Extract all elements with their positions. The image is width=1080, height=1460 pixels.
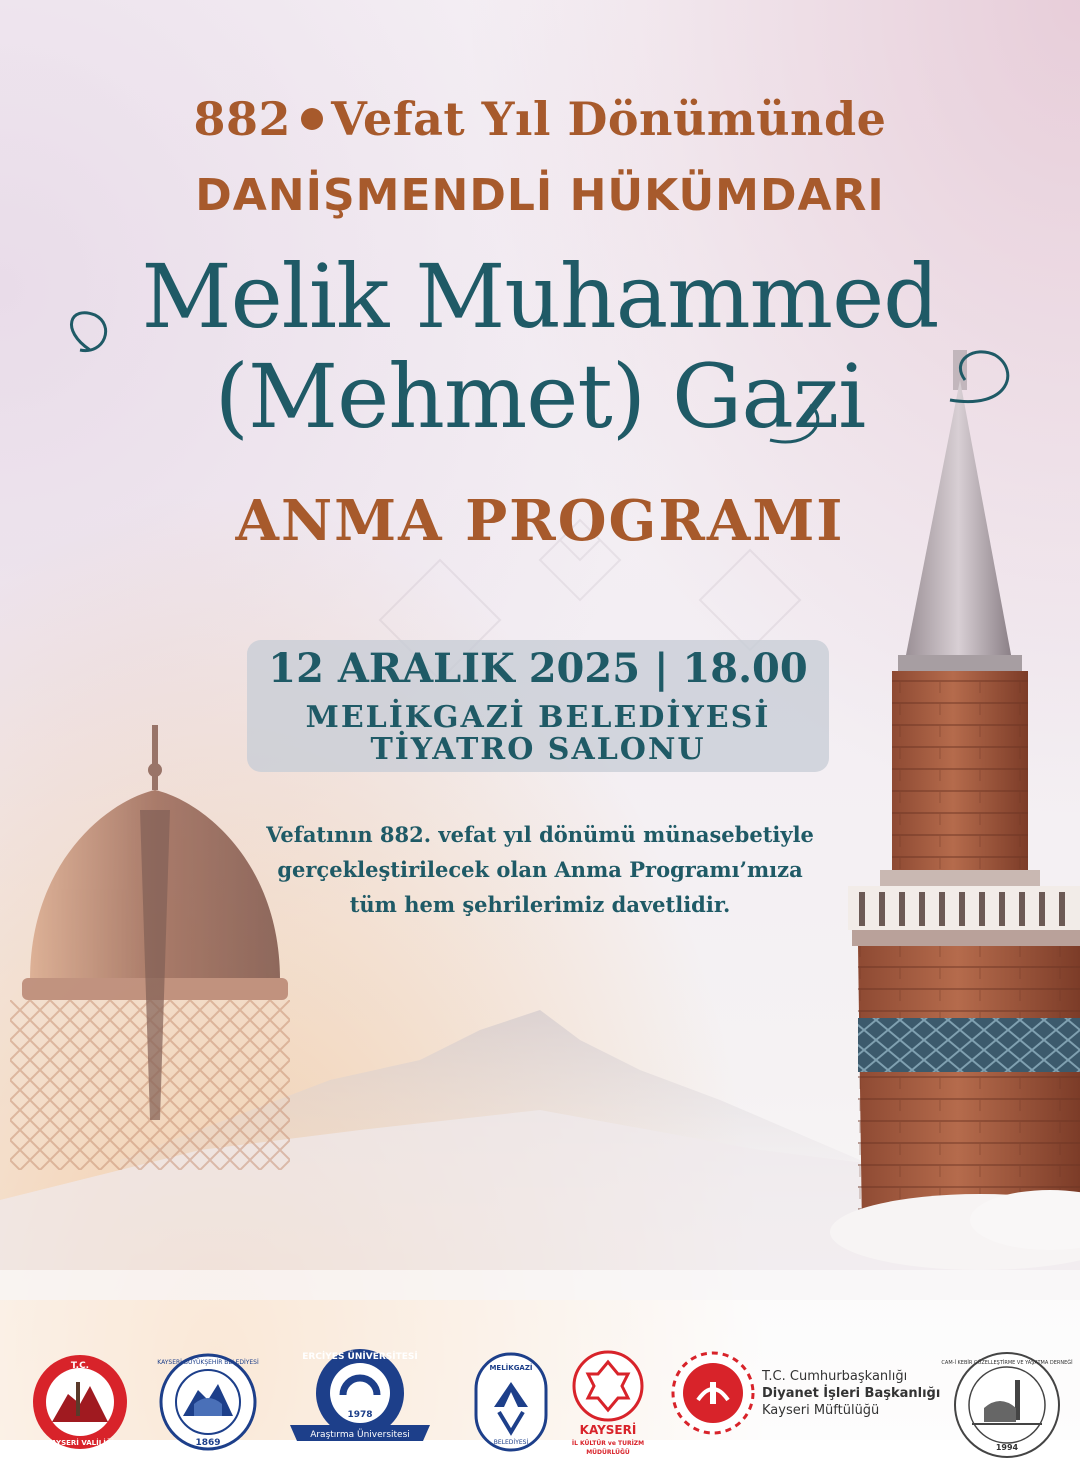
- cami-kebir-year: 1994: [995, 1443, 1019, 1452]
- kayseri-valiligi-logo: [30, 1352, 130, 1452]
- erciyes-year: 1978: [347, 1410, 373, 1420]
- title-line-2: (Mehmet) Gazi: [214, 345, 866, 448]
- invitation-line-1: Vefatının 882. vefat yıl dönümü münasebetiyle: [266, 822, 814, 847]
- buyuksehir-ring-text: KAYSERİ BÜYÜKŞEHİR BELEDİYESİ: [157, 1359, 259, 1366]
- kultur-line-3: MÜDÜRLÜĞÜ: [586, 1449, 630, 1456]
- valilik-top-text: T.C.: [70, 1361, 90, 1371]
- subtitle: DANİŞMENDLİ HÜKÜMDARI: [195, 170, 885, 221]
- cami-kebir-ring-text: CAM-İ KEBİR GÜZELLEŞTİRME VE YAŞATMA DERNEĞİ: [941, 1360, 1073, 1366]
- title-line-1: Melik Muhammed: [141, 245, 939, 348]
- kultur-city: KAYSERİ: [579, 1423, 637, 1437]
- anniversary-number: 882: [193, 92, 292, 146]
- program-title: ANMA PROGRAMI: [235, 488, 845, 554]
- kultur-turizm-logo: [566, 1348, 650, 1460]
- invitation-line-2: gerçekleştirilecek olan Anma Programı’mıza: [277, 857, 803, 882]
- anniversary-text: Vefat Yıl Dönümünde: [331, 92, 887, 146]
- erciyes-ribbon-text: Araştırma Üniversitesi: [310, 1430, 410, 1440]
- buyuksehir-year: 1869: [195, 1438, 221, 1448]
- event-venue-line-1: MELİKGAZİ BELEDİYESİ: [305, 700, 771, 735]
- kultur-line-2: İL KÜLTÜR ve TURİZM: [571, 1440, 645, 1447]
- melikgazi-top-text: MELİKGAZİ: [489, 1364, 533, 1372]
- anniversary-line: [0, 92, 1080, 154]
- erciyes-ring-text: ERCİYES ÜNİVERSİTESİ: [302, 1352, 418, 1362]
- title-swirl-ornament: [50, 300, 1030, 460]
- melikgazi-bottom-text: BELEDİYESİ: [493, 1439, 529, 1446]
- diyanet-logo: [670, 1350, 756, 1436]
- diyanet-text: [762, 1368, 942, 1419]
- melikgazi-belediyesi-logo: [474, 1352, 548, 1452]
- bullet-dot-icon: [301, 108, 323, 130]
- valilik-bottom-text: KAYSERİ VALİLİĞİ: [45, 1439, 115, 1447]
- cami-kebir-dernegi-logo: [941, 1350, 1073, 1460]
- kayseri-buyuksehir-logo: [158, 1352, 258, 1452]
- diyanet-line-2: Diyanet İşleri Başkanlığı: [762, 1386, 941, 1401]
- diyanet-line-1: T.C. Cumhurbaşkanlığı: [762, 1369, 908, 1384]
- event-date-time: 12 ARALIK 2025 | 18.00: [268, 645, 808, 692]
- erciyes-universitesi-logo: [285, 1345, 435, 1455]
- invitation-line-3: tüm hem şehrilerimiz davetlidir.: [349, 892, 731, 917]
- event-venue-line-2: TİYATRO SALONU: [370, 732, 706, 767]
- diyanet-line-3: Kayseri Müftülüğü: [762, 1403, 880, 1418]
